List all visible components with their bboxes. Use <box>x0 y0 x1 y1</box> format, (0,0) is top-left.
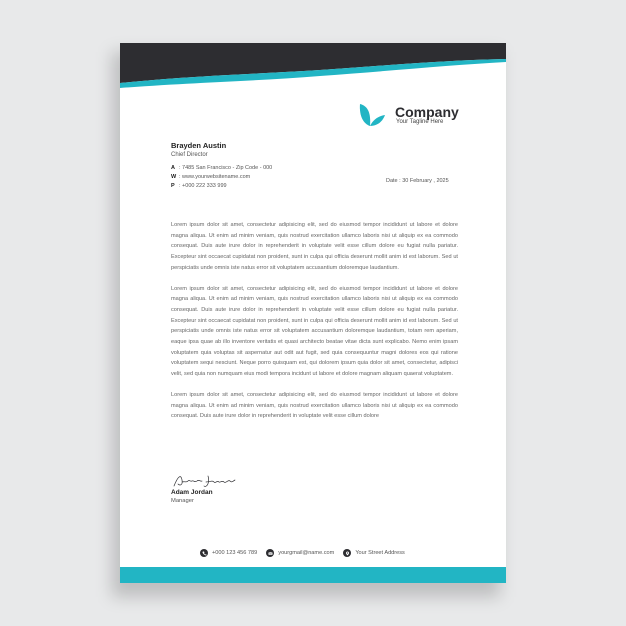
sender-block <box>171 141 226 158</box>
footer-accent-bar <box>120 567 506 583</box>
closing-title: Manager <box>171 498 194 504</box>
body-paragraph: Lorem ipsum dolor sit amet, consectetur adipisicing elit, sed do eiusmod tempor incididunt ut labore et dolore magna aliqua. Ut enim ad minim veniam, quis nostrud exercitation ullamco laboris nisi ut aliquip ex ea commodo consequat. Duis aute irure dolor in reprehenderit in voluptate velit esse cillum dolore eu fugiat nulla pariatur. Excepteur sint occaecat cupidatat non proident, sunt in culpa qui officia deserunt mollit anim id est laborum. Sed ut perspiciatis unde omnis iste natus error sit voluptatem accusantium doloremque laudantium. <box>171 222 458 271</box>
company-name: Company <box>395 104 459 120</box>
letter-body <box>171 220 458 432</box>
body-paragraph: Lorem ipsum dolor sit amet, consectetur adipisicing elit, sed do eiusmod tempor incididunt ut labore et dolore magna aliqua. Ut enim ad minim veniam, quis nostrud exercitation ullamco laboris nisi ut aliquip ex ea commodo consequat. Duis aute irure dolor in reprehenderit in voluptate velit esse cillum dolore <box>171 391 458 420</box>
phone-label: P <box>171 183 175 189</box>
closing-block <box>171 489 213 504</box>
email-icon <box>266 549 274 557</box>
signature <box>172 472 236 490</box>
footer-phone-text: +000 123 456 789 <box>212 550 258 556</box>
sender-website: : www.yourwebsitename.com <box>179 174 251 180</box>
sender-address-row <box>171 164 272 173</box>
footer-email-text: yourgmail@name.com <box>278 550 335 556</box>
sender-phone-row <box>171 182 272 191</box>
footer-phone <box>200 549 257 557</box>
body-paragraph: Lorem ipsum dolor sit amet, consectetur adipisicing elit, sed do eiusmod tempor incididunt ut labore et dolore magna aliqua. Ut enim ad minim veniam, quis nostrud exercitation ullamco laboris nisi ut aliquip ex ea commodo consequat. Duis aute irure dolor in reprehenderit in voluptate velit esse cillum dolore eu fugiat nulla pariatur. Excepteur sint occaecat cupidatat non proident, sunt in culpa qui officia deserunt mollit anim id est laborum. Sed ut perspiciatis unde omnis iste natus error sit voluptatem accusantium doloremque laudantium, totam rem aperiam, eaque ipsa quae ab illo inventore veritatis et quasi architecto beatae vitae dicta sunt explicabo. Nemo enim ipsam voluptatem quia voluptas sit aspernatur aut odit aut fugit, sed quia consequuntur magni dolores eos qui ratione voluptatem sequi nesciunt. Neque porro quisquam est, qui dolorem ipsum quia dolor sit amet, consectetur, adipisci velit, sed quia non numquam eius modi tempora incidunt ut labore et dolore magnam aliquam quaerat voluptatem. <box>171 285 458 378</box>
footer-contacts <box>200 548 414 558</box>
footer-email <box>266 549 334 557</box>
sender-address: : 7485 San Francisco - Zip Code - 000 <box>179 165 273 171</box>
web-label: W <box>171 174 177 180</box>
letter-date: Date : 30 February , 2025 <box>386 178 449 184</box>
header-wave <box>120 43 506 103</box>
closing-name: Adam Jordan <box>171 489 213 496</box>
sender-name: Brayden Austin <box>171 141 227 150</box>
sender-web-row <box>171 173 272 182</box>
sender-contacts <box>171 164 272 191</box>
phone-icon <box>200 549 208 557</box>
location-pin-icon <box>343 549 351 557</box>
letterhead-page <box>120 43 506 583</box>
leaf-icon <box>358 103 388 127</box>
address-label: A <box>171 165 175 171</box>
footer-address <box>343 549 405 557</box>
company-tagline: Your Tagline Here <box>396 119 444 125</box>
sender-phone: : +000 222 333 999 <box>179 183 227 189</box>
footer-address-text: Your Street Address <box>355 550 405 556</box>
sender-title: Chief Director <box>171 152 208 158</box>
